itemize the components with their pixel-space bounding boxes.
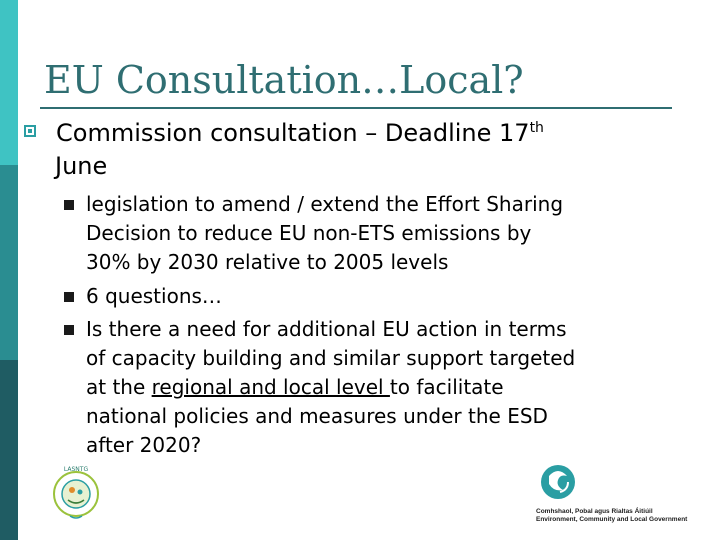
lasntg-logo-text: LASNTG — [63, 466, 89, 473]
lasntg-logo-icon — [48, 462, 104, 524]
main-bullet — [56, 117, 686, 183]
sub-bullet-3 — [86, 315, 686, 460]
sub-bullet-line: Decision to reduce EU non-ETS emissions by — [86, 221, 532, 245]
square-bullet-icon — [64, 200, 74, 210]
sub-bullet-line: Is there a need for additional EU action in terms — [86, 317, 567, 341]
sub-bullet-2 — [86, 282, 686, 311]
slide-title: EU Consultation…Local? — [44, 58, 524, 102]
sub-bullet-line: of capacity building and similar support targeted — [86, 346, 576, 370]
department-logo — [536, 462, 686, 530]
square-bullet-icon — [64, 292, 74, 302]
department-caption — [536, 508, 686, 524]
line-prefix: at the — [86, 375, 152, 399]
department-logo-icon — [538, 462, 578, 506]
main-bullet-text: Commission consultation – Deadline 17 — [56, 119, 530, 147]
line-suffix: to facilitate — [389, 375, 504, 399]
square-bullet-icon — [64, 325, 74, 335]
underlined-phrase: regional and local level — [151, 375, 390, 399]
main-bullet-text-after: June — [55, 152, 108, 180]
slide-accent-bar — [0, 0, 18, 540]
department-caption-line2: Environment, Community and Local Government — [536, 516, 688, 523]
sub-bullet-line: 6 questions… — [86, 284, 222, 308]
sub-bullet-line: national policies and measures under the ESD — [86, 404, 548, 428]
main-bullet-sup: th — [529, 120, 544, 136]
title-underline — [40, 107, 672, 109]
sub-bullet-line: 30% by 2030 relative to 2005 levels — [86, 250, 449, 274]
sub-bullet-line: legislation to amend / extend the Effort Sharing — [86, 192, 564, 216]
sub-bullet-1 — [86, 190, 686, 277]
department-caption-line1: Comhshaol, Pobal agus Rialtas Áitiúil — [536, 508, 653, 515]
sub-bullet-line: after 2020? — [86, 433, 202, 457]
sub-bullet-line — [86, 373, 686, 402]
box-bullet-icon — [24, 125, 36, 137]
